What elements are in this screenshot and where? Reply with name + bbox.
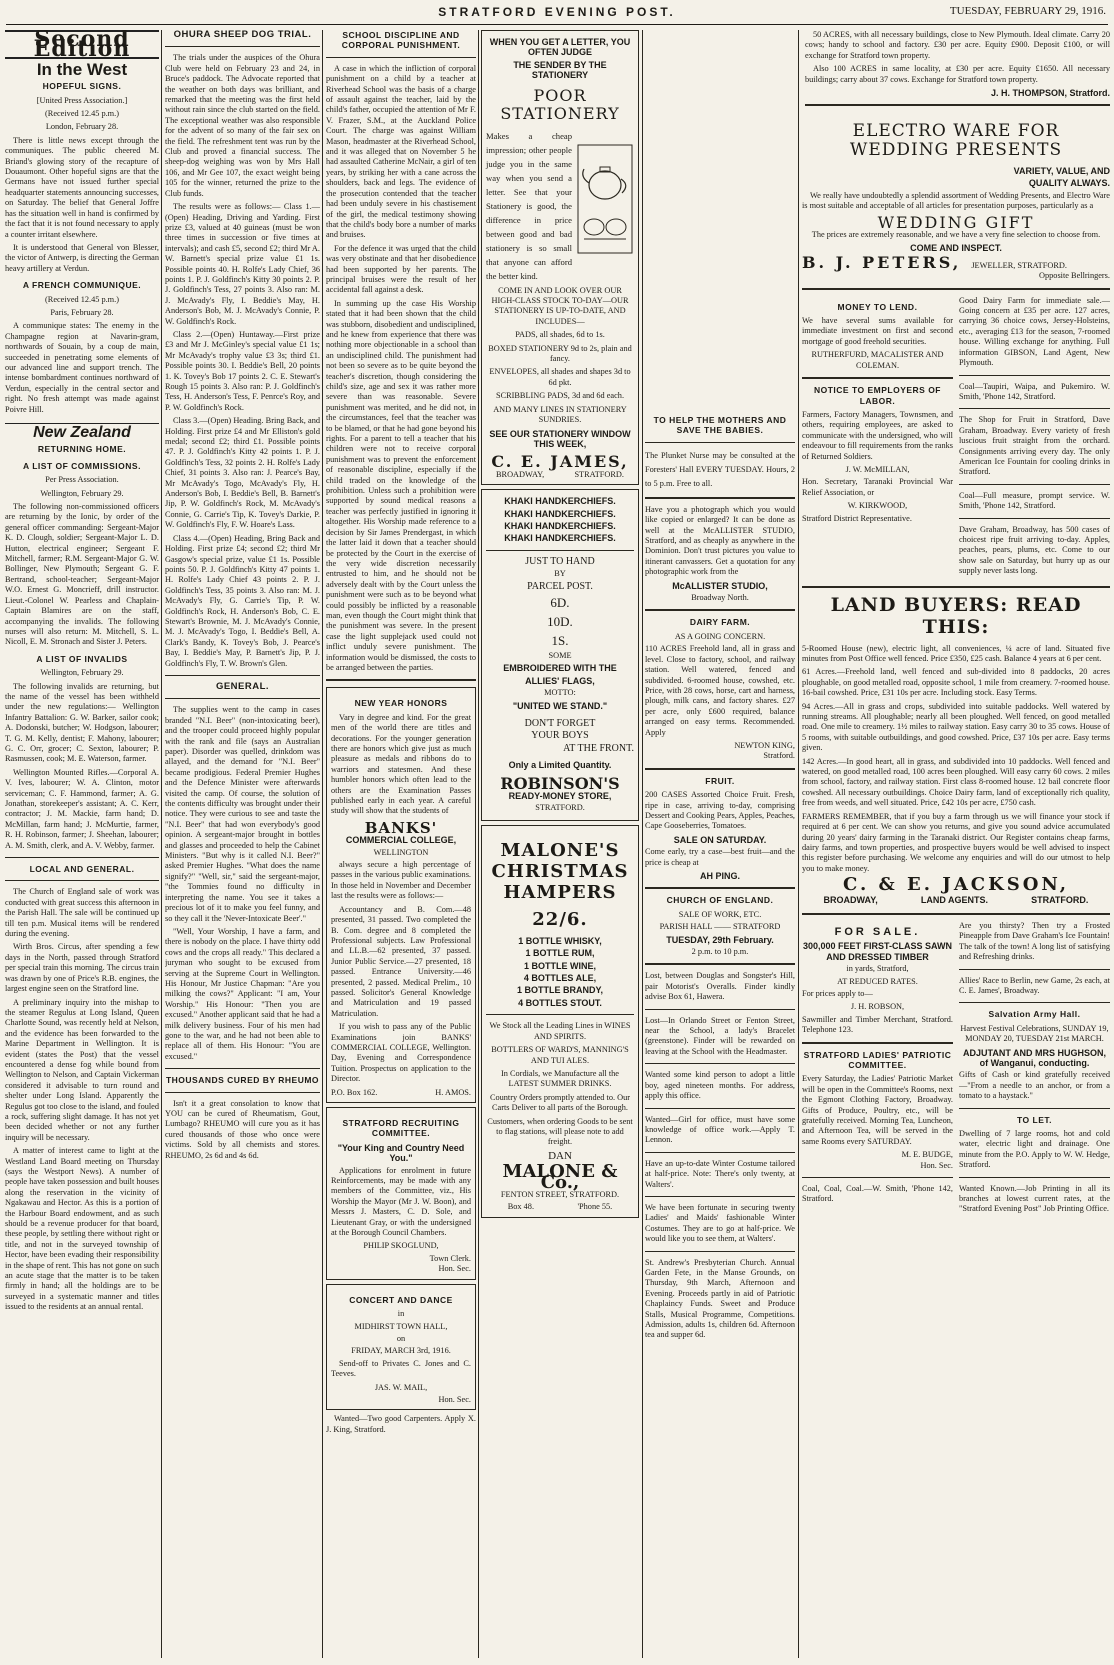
signature-role: Hon. Sec. xyxy=(438,1394,471,1404)
ad-text: Isn't it a great consolation to know that YOU can be cured of Rheumatism, Gout, Lumbago? RHEUMO will cure you as it has cured thousands of those who once were victims. Sold by all chemists and stores. RHEUMO, 2s 6d and 4s 6d. xyxy=(165,1098,320,1160)
ad-heading: NOTICE TO EMPLOYERS OF LABOR. xyxy=(813,385,942,406)
property-ad xyxy=(805,30,1110,106)
column-4 xyxy=(481,30,639,1658)
article-paragraph: Class 2.—(Open) Huntaway.—First prize £3 and Mr J. McGinley's special value £1 1s; Mr McAvady's trophy value £3 3s; third £1. Possible points 30. I. Beddie's Bell, 20 points 1. K. Tovey's Bob 17 points 2. C. E. Stewart's Rough 15 points 3. Also ran: P. J. Goldfinch's Tess, H. Anderson's Tess, F. Penrce's Roy, and P. W. Goldfinch's Rock. xyxy=(165,329,320,412)
article-paragraph: A preliminary inquiry into the mishap to the steamer Regulus at Long Island, Queen Charlotte Sound, was recently held at Nelson, and the evidence has been forwarded to the Marine Department in Wellington. It is evident (states the Post) that the vessel encountered a dense fog while bound from Wellington to Nelson, and Captain Vickerman considered it advisable to turn round and shelter under Long Island. Apparently the Regulus got too close to the island, and fouled a rock, suffering slight damage. It has not yet been decided whether or not any further inquiry will be necessary. xyxy=(5,997,159,1142)
cej-title: C. E. JAMES, xyxy=(491,452,629,472)
ad-heading: STRATFORD RECRUITING COMMITTEE. xyxy=(342,1118,460,1139)
jackson-title: C. & E. JACKSON, xyxy=(842,874,1069,896)
ad-heading: TO HELP THE MOTHERS AND SAVE THE BABIES. xyxy=(653,415,787,436)
ad-line: FRIDAY, MARCH 3rd, 1916. xyxy=(351,1346,451,1356)
tea-set-illustration xyxy=(576,135,634,255)
ad-text: 142 Acres.—In good heart, all in grass, and subdivided into 10 paddocks. Well fenced and watered, on good metalled road, 100 acres been ploughed. Will easy carry 60 cows. 2 miles from school, factory, and railway station. First class 8-roomed house. 12 bail concrete floor cowshed. All necessary outbuildings. Choice Dairy farm, land of exceptionally rich quality, free from weeds, and well situated. Price, £42 10s per acre, £750 cash. xyxy=(802,756,1110,808)
issue-date: TUESDAY, FEBRUARY 29, 1916. xyxy=(949,5,1106,17)
recruit-motto: "Your King and Country Need You." xyxy=(337,1142,465,1164)
ad-heading: CHURCH OF ENGLAND. xyxy=(666,895,774,906)
divider xyxy=(802,1177,953,1178)
ad-text: COME IN AND LOOK OVER OUR HIGH-CLASS STOCK TO-DAY—OUR STATIONERY IS UP-TO-DATE, AND INCLUDES— xyxy=(491,285,629,326)
robinson-title: ROBINSON'S xyxy=(500,773,620,793)
signature: PHILIP SKOGLUND, xyxy=(363,1241,439,1251)
ad-line: DAN xyxy=(548,1149,572,1162)
banks-subtitle: COMMERCIAL COLLEGE, xyxy=(345,835,457,846)
divider xyxy=(326,57,476,58)
article-paragraph: A matter of interest came to light at the Westland Land Board meeting on Thursday (says the Westport News). A number of people have taken possession and built houses along the reservation in the vicinity of Ngakawau and Hector. As this is a portion of the Harbour Board endowment, and as such should be a revenue producer for that board, these people, by settling there without right or title, and not in the surveyed township of Hector, have been evading their responsibility in the shape of rent. This has not gone on such an acute stage that the matter is to be taken firmly in hand; all the holdings are to be surveyed in a systematic manner and titles issued to the residents at an annual rental. xyxy=(5,1146,159,1312)
divider xyxy=(5,857,159,858)
ad-heading: NEW YEAR HONORS xyxy=(354,698,448,709)
divider xyxy=(802,586,1110,588)
classified-ad: Wanted some kind person to adopt a little boy, aged nineteen months. For address, apply this office. xyxy=(645,1070,795,1101)
classified-ad: Allies' Race to Berlin, new Game, 2s each, at C. E. James', Broadway. xyxy=(959,975,1110,995)
ad-line: TUESDAY, 29th February. xyxy=(666,934,774,945)
signature-role: Stratford. xyxy=(763,751,795,761)
ad-line: AT REDUCED RATES. xyxy=(837,976,918,986)
malone-contact xyxy=(486,1202,634,1212)
ad-line: DON'T FORGET xyxy=(524,718,596,729)
classified-ad: Dwelling of 7 large rooms, hot and cold water, electric light and drainage. One minute from the P.O. Apply to W. W. Hedge, Stratford. xyxy=(959,1129,1110,1170)
ad-line: SOME xyxy=(548,650,572,660)
jackson-address xyxy=(802,893,1110,907)
article-paragraph: In summing up the case His Worship stated that it had been shown that the child was stubborn, disobedient and undisciplined, and he knew from experience that there was nothing more objectionable in a school than an undisciplined child. The punishment had not been so severe as to be quite beyond the teacher's discretion, though considering the child's size, age and sex it was rather more severe than was reasonable. Severe punishment was merited, and he did not, in the circumstances, feel that the teacher was to be blamed, or that he had gone beyond his rights. For a parent to tell a teacher that his children were not to receive corporal punishment was to prevent the enforcement of reasonable discipline, especially if the child traded on the knowledge of the prohibition. Unless such a prohibition were supported by sound medical reasons a teacher was perfectly justified in ignoring it altogether. His Worship made reference to a decision by Sir James Prendergast, in which the latter laid it down that a teacher should be protected by the Court in the exercise of the very wide discretion necessarily entrusted to him, and he should not be adversely dealt with by the Court unless the punishment were such as to be beyond what could possibly be inflicted by a reasonable man, even though the Court might think that the punishment was severe. In the present case the light supplejack used could not inflict unduly severe punishment. The information would be dismissed, the costs to be arranged between the parties. xyxy=(326,298,476,672)
classified-ad: Coal—Taupiri, Waipa, and Pukemiro. W. Smith, 'Phone 142, Stratford. xyxy=(959,381,1110,401)
ad-line: BROADWAY, xyxy=(823,894,878,905)
ad-text: 61 Acres.—Freehold land, well fenced and sub-divided into 8 paddocks, 20 acres ploughable, on good metalled road, opposite school, 1 mile from creamery. 7-roomed house. 16-bail cowshed. Price, £31 10s per acre. Including stock. Easy Terms. xyxy=(802,667,1110,698)
ad-text: 110 ACRES Freehold land, all in grass and level. Close to factory, school, and railway station. Well watered, fenced and subdivided. 6-roomed house, cowshed, etc. Price, with 28 cows, horse, cart and harness, plough, milk cans, and factory shares. £27 per acre, only £600 required, balance arranged on easy terms. Recommended. Apply xyxy=(645,644,795,737)
ad-text: Farmers, Factory Managers, Townsmen, and others, requiring employees, are asked to communicate with the undersigned, who will endeavour to fill requirements from the ranks of Returned Soldiers. xyxy=(802,409,953,461)
ad-text: 200 CASES Assorted Choice Fruit. Fresh, ripe in case, arriving to-day, comprising Dessert and Cooking Pears, Apples, Peaches, Cape Gooseberries, Tomatoes. xyxy=(645,790,795,831)
ad-line: JUST TO HAND xyxy=(525,555,595,567)
ad-text: Vary in degree and kind. For the great men of the world there are titles and decorations. For the younger generation there are honors which give just as much pleasure as medals and ribbons do to warriors and statesmen. And these humbler honors which often lead to the others are the Examination Passes published early in each year. A careful study will show that the students of xyxy=(331,712,471,816)
divider xyxy=(645,1196,795,1197)
ad-line: Box 48. xyxy=(507,1202,535,1212)
price: 10D. xyxy=(547,613,573,629)
ad-line: "UNITED WE STAND." xyxy=(512,700,608,711)
article-paragraph: There is little news except through the communiques. The public cheered M. Briand's glowing story of the recapture of Douaumont. Other hopeful signs are that the Germans have not issued further special headquarter statements announcing successes, on Saturday. The belief that General Joffre has the situation well in hand is confirmed by the fact that it is not found necessary to apply a counter irritant elsewhere. xyxy=(5,135,159,239)
classified-ad: Are you thirsty? Then try a Frosted Pineapple from Dave Graham's Ice Fountain! The talk of the town! A long list of satisfying and Refreshing drinks. xyxy=(959,920,1110,962)
khaki-line: KHAKI HANDKERCHIEFS. xyxy=(504,533,616,544)
concert-ad xyxy=(326,1284,476,1411)
article-paragraph: It is understood that General von Blesser, the victor of Antwerp, is directing the German heavy artillery at Verdun. xyxy=(5,242,159,273)
ads-right xyxy=(959,921,1110,1218)
ad-text: 94 Acres.—All in grass and crops, subdivided into suitable paddocks. Well watered by running streams. All ploughable; nearly all been ploughed. Well fenced, on good metalled road. One mile to creamery. 1½ miles to railway station. Easy carry 30 to 35 cows. House of 5 rooms, with suitable outbuildings, and good cowshed. Price, £37 10s per acre. Easy terms given. xyxy=(802,701,1110,753)
divider xyxy=(486,550,634,551)
ad-heading: WHEN YOU GET A LETTER, YOU OFTEN JUDGE xyxy=(489,37,631,58)
ad-line: LAND AGENTS. xyxy=(920,894,988,905)
classified-ad: Have an up-to-date Winter Costume tailored at half-price. Note: There's only twenty, at Walters'. xyxy=(645,1158,795,1189)
divider xyxy=(645,768,795,770)
dateline: London, February 28. xyxy=(45,122,119,132)
ad-text: Customers, when ordering Goods to be sent to flag stations, will please note to add freight. xyxy=(487,1116,633,1147)
signature-role: Town Clerk. xyxy=(429,1253,471,1263)
classified-ad: Coal, Coal, Coal.—W. Smith, 'Phone 142, Stratford. xyxy=(802,1184,953,1204)
ad-line: STRATFORD. xyxy=(535,803,585,813)
land-buyers-title: LAND BUYERS: READ THIS: xyxy=(830,593,1082,638)
article-paragraph: "Well, Your Worship, I have a farm, and there is nobody on the place. I have thirty odd cows and the crops all ready." This declared a juryman who sought to be excused from serving at the Supreme Court in Wellington. His Honour, Mr Justice Chapman: "Are you milking the cows?" Applicant: "I am, Your Worship." His Honour: "Then you are excused." Another applicant said that he had a milk delivery business. Four of his men had gone to the war, and he had not been able to replace all of them. His Honour: "You are excused." xyxy=(165,926,320,1061)
ad-text: always secure a high percentage of passes in the various public examinations. In those held in November and December last the results were as follows:— xyxy=(331,860,471,901)
price: 6D. xyxy=(550,594,570,610)
banks-director: H. AMOS. xyxy=(435,1087,471,1097)
cej-address xyxy=(486,470,634,480)
ad-text: 5-Roomed House (new), electric light, all conveniences, ¼ acre of land. Situated five minutes from Post Office well fenced. Price £350, £25 cash. Balance 4 years at 6 per cent. xyxy=(802,643,1110,663)
ad-text: Come early, try a case—best fruit—and the price is cheap at xyxy=(645,847,795,867)
banks-title: BANKS' xyxy=(364,818,438,837)
khaki-ad xyxy=(481,489,639,821)
divider xyxy=(645,1251,795,1252)
ad-text: For prices apply to— xyxy=(802,988,873,998)
ad-text: Makes a cheap impression; other people judge you in the same way when you send a letter. See that your Stationery is good, the difference in price between good and bad stationery is so small that anyone can afford the better kind. xyxy=(486,130,572,281)
ad-line: ALLIES' FLAGS, xyxy=(525,675,595,686)
subheading: A FRENCH COMMUNIQUE. xyxy=(22,280,142,291)
ad-line: PARCEL POST. xyxy=(527,580,593,592)
divider xyxy=(959,1177,1110,1178)
subheading: A LIST OF COMMISSIONS. xyxy=(23,460,141,471)
subheading: RETURNING HOME. xyxy=(37,444,127,455)
ad-text: Accountancy and B. Com.—48 presented, 31 passed. Two completed the B. Com. degree and 8 completed the Professional subjects. Law Professional and LL.B.—62 presented, 37 passed. Junior Public Service.—27 presented, 18 passed. Entrance University.—46 presented, 2 passed. Medical Prelim., 10 passed. Solicitor's General Knowledge and Matriculation and 19 passed Matriculation. xyxy=(331,904,471,1018)
peters-sign xyxy=(802,252,1110,272)
subheading: LOCAL AND GENERAL. xyxy=(29,864,135,875)
ad-heading: STRATFORD LADIES' PATRIOTIC COMMITTEE. xyxy=(803,1049,952,1070)
ad-line: JEWELLER, STRATFORD. xyxy=(971,260,1067,270)
wedding-gift-title: WEDDING GIFT xyxy=(877,212,1035,232)
signature: J. H. ROBSON, xyxy=(850,1002,905,1012)
hampers-price: 22/6. xyxy=(532,908,588,930)
divider xyxy=(802,288,1110,290)
ad-text: Applications for enrolment in future Reinforcements, may be made with any members of the Committee, viz., His Worship the Mayor (Mr J. W. Boon), and Messrs J. Masters, C. D. Sole, and Lieutenant Gray, or with the undersigned at the Borough Council Chambers. xyxy=(331,1165,471,1238)
classified-ad: Good Dairy Farm for immediate sale.—Going concern at £35 per acre. 127 acres, carrying 36 choice cows, Jersey-Holsteins, etc., averaging £13 for the season, 7-roomed house. Willing exchange for anything. Full information GIBSON, Land Agent, New Plymouth. xyxy=(959,295,1110,368)
divider xyxy=(959,1108,1110,1109)
ad-line: Broadway North. xyxy=(691,593,749,603)
classified-ad: Dave Graham, Broadway, has 500 cases of choicest ripe fruit arriving to-day. Apples, peaches, pears, plums, etc. Come to our show sale on Saturday, but hurry up as our supply never lasts long. xyxy=(959,524,1110,576)
signature-role: Hon. Sec. xyxy=(438,1264,471,1274)
ad-text: Every Saturday, the Ladies' Patriotic Market will be open in the Committee's Rooms, next the Egmont Clothing Factory, Broadway. Gifts of Produce, Poultry, etc., will be gratefully received. Morning Tea, Luncheon, and Afternoon Tea, will be served in the same Rooms every SATURDAY. xyxy=(802,1074,953,1146)
divider xyxy=(645,887,795,889)
classified-ad: Lost—In Orlando Street or Fenton Street, near the School, a lady's Bracelet (greenstone). Finder will be rewarded on leaving at the School with the Headmaster. xyxy=(645,1015,795,1056)
banks-city: WELLINGTON xyxy=(373,847,429,857)
ad-line: AH PING. xyxy=(699,871,740,881)
divider xyxy=(959,375,1110,376)
press-credit: [United Press Association.] xyxy=(36,95,128,105)
ad-line: Opposite Bellringers. xyxy=(1039,271,1110,281)
classified-ad: St. Andrew's Presbyterian Church. Annual Garden Fete, in the Manse Grounds, on Thursday, 9th March, Afternoon and Evening. Proceeds partly in aid of Patriotic Chaplaincy Funds. Sweet and Produce Stalls, Musical Programme, Competitions. Admission, adults 1s, children 6d. Afternoon tea and supper 6d. xyxy=(645,1257,795,1340)
article-paragraph: The trials under the auspices of the Ohura Club were held on February 23 and 24, in Bruce's paddock. The Advocate reported that the weather on both days was brilliant, and remarked that the meeting was the first held without rain since the club started on the field. The exceptional weather was also responsible for the advent of so many of the fair sex on the field. The refreshment tent was run by the Club and proved a financial success. The sheep-dog weighing was won by Mrs Hall 106, and Mr Gee 107, the exact weight being 105 for the winner, returned the prize to the Club funds. xyxy=(165,53,320,198)
ad-line: BY xyxy=(554,569,566,579)
column-rule xyxy=(642,30,643,1658)
ad-text: In Cordials, we Manufacture all the LATEST SUMMER DRINKS. xyxy=(501,1068,619,1089)
ad-line: ENVELOPES, all shades and shapes 3d to 6d pkt. xyxy=(489,367,631,387)
ad-line: BOXED STATIONERY 9d to 2s, plain and fancy. xyxy=(488,343,632,364)
divider xyxy=(645,1063,795,1064)
newspaper-title: STRATFORD EVENING POST. xyxy=(438,5,676,19)
divider xyxy=(805,104,1110,106)
second-edition-heading: Second Edition xyxy=(5,30,159,59)
signature-role: Hon. Sec. xyxy=(920,1160,953,1170)
in-the-west-heading: In the West xyxy=(36,59,128,79)
classified-ad: Lost, between Douglas and Songster's Hill, pair Motorist's Overalls. Finder kindly advise Box 61, Hawera. xyxy=(645,971,795,1002)
divider xyxy=(165,675,320,676)
stationery-ad xyxy=(481,30,639,485)
ad-line: BROADWAY, xyxy=(496,469,545,479)
ad-text: 50 ACRES, with all necessary buildings, close to New Plymouth. Ideal climate. Carry 20 cows; handy to school and factory. £30 per acre. Equity £900. Deposit £100, or will exchange for Stratford town property. xyxy=(805,30,1110,60)
ad-text: Gifts of Cash or kind gratefully received—"From a needle to an anchor, or from a tomato to a haystack." xyxy=(959,1070,1110,1101)
divider xyxy=(165,698,320,699)
hamper-item: 1 BOTTLE BRANDY, xyxy=(516,985,603,996)
khaki-line: KHAKI HANDKERCHIEFS. xyxy=(504,520,616,531)
ad-line: EMBROIDERED WITH THE xyxy=(503,663,617,674)
ad-line: AND MANY LINES IN STATIONERY SUNDRIES. xyxy=(493,404,627,425)
divider xyxy=(645,1009,795,1010)
ad-line: YOUR BOYS xyxy=(531,730,589,742)
dateline: Wellington, February 29. xyxy=(40,668,124,678)
price: 1S. xyxy=(551,632,569,648)
ad-line: 300,000 FEET FIRST-CLASS SAWN AND DRESSED TIMBER xyxy=(802,941,953,962)
banks-box: P.O. Box 162. xyxy=(331,1087,378,1097)
divider xyxy=(486,1014,634,1015)
divider xyxy=(959,408,1110,409)
ads-left xyxy=(802,921,953,1218)
ad-line: STRATFORD. xyxy=(1031,894,1089,905)
ad-line: Only a Limited Quantity. xyxy=(508,760,612,771)
peters-title: B. J. PETERS, xyxy=(802,252,962,272)
classified-ad: Wanted Known.—Job Printing in all its branches at lowest current rates, at the "Stratford Evening Post" Job Printing Office. xyxy=(959,1183,1110,1214)
divider xyxy=(645,1152,795,1153)
ad-heading: FOR SALE. xyxy=(834,925,921,938)
ad-line: in yards, Stratford, xyxy=(846,964,909,974)
malone-title: MALONE & Co., xyxy=(502,1161,618,1193)
divider xyxy=(165,1068,320,1069)
signature-role: Hon. Secretary, Taranaki Provincial War Relief Association, or xyxy=(802,477,953,497)
ad-text: The Plunket Nurse may be consulted at the Foresters' Hall EVERY TUESDAY. Hours, 2 to 5 p.m. Free to all. xyxy=(645,450,795,488)
article-paragraph: The Church of England sale of work was conducted with great success this afternoon in the Parish Hall. The sale will be continued up till ten p.m. Musical items will be rendered during the evening. xyxy=(5,887,159,939)
divider xyxy=(165,1092,320,1093)
article-paragraph: Wellington Mounted Rifles.—Corporal A. V. Ives, labourer; W. A. Clinton, motor serviceman; C. F. Hammond, farmer; A. G. Jonathan, storekeeper's assistant; A. C. Kerr, contractor; J. M. Mackie, farm hand; D. McMillan, farm hand; J. McMurtie, farmer, R. H. Robinson, farmer; J. Sheehan, labourer; A. M. Smith, clerk, and A. V. Webby, farmer. xyxy=(5,767,159,850)
subheading: HOPEFUL SIGNS. xyxy=(42,81,122,92)
article-paragraph: For the defence it was urged that the child was very obstinate and that her disobedience had been supported by her parents. The principal bruises were the result of her accidental fall against a desk. xyxy=(326,243,476,295)
divider xyxy=(326,679,476,681)
hampers-title: MALONE'S CHRISTMAS HAMPERS xyxy=(491,839,629,903)
malone-ad xyxy=(481,825,639,1218)
article-paragraph: The following non-commissioned officers are returning by the Ionic, by order of the general officer commanding: Sergeant-Major K. D. Clough, soldier; Sergeant-Major L. D. Hutton, electrical engineer; Sergeant F. Mitchell, farmer; R.M. Sergeant-Major G. W. Bollinger, New Plymouth; Sergeant G. F. Bertrand, school-teacher; Sergeant-Major W.O. Ernest G. Moncrieff, drill instructor. Lieut.-Colonel W. Pearless and Chaplain-Captain Blamires are on the staff, accompanying the invalids. The following nurses will also return: M. Mitchell, S. L. Nicoll, E. M. Stronach and Sister J. Peters. xyxy=(5,502,159,647)
column-rule xyxy=(161,30,162,1658)
ad-heading: THOUSANDS CURED BY RHEUMO xyxy=(165,1075,320,1086)
ad-line: COME AND INSPECT. xyxy=(910,243,1002,254)
ad-text: BOTTLERS OF WARD'S, MANNING'S AND TUI ALES. xyxy=(491,1045,629,1065)
divider xyxy=(645,497,795,499)
article-paragraph: Class 3.—(Open) Heading. Bring Back, and Holding. First prize £4 and Mr Elliston's gold medal; second £2; third £1. Possible points 47. P. J. Goldfinch's Kitty 42 points 1. P. J. Goldfinch's Tess, 32 points 2. H. Rolfe's Lady Chief, 31 points 3. Also ran: J. Pearce's Bay, Mr McAvady's Togo, McAvady's Fly, H. Anderson's Bob, I. Beddie's Bell, B. Barnett's Jip, P. W. Goldfinch's Rock, M. McAvady's Connie, G. Carrie's Tip, K. Tovey's Darkie, P. W. Goldfinch's Fly, F. W. Hoare's Lass. xyxy=(165,416,320,530)
khaki-line: KHAKI HANDKERCHIEFS. xyxy=(504,508,616,519)
received-time: (Received 12.45 p.m.) xyxy=(45,109,119,119)
signature-role: Sawmiller and Timber Merchant, Stratford. Telephone 123. xyxy=(802,1014,953,1035)
divider xyxy=(5,880,159,881)
ad-line: PADS, all shades, 6d to 1s. xyxy=(515,330,605,340)
banks-college-ad xyxy=(326,687,476,1103)
press-credit: Per Press Association. xyxy=(45,475,119,485)
ad-text: We Stock all the Leading Lines in WINES AND SPIRITS. xyxy=(489,1021,631,1041)
ad-line: MOTTO: xyxy=(544,688,576,698)
dateline: Paris, February 28. xyxy=(50,307,114,317)
ad-text: Also 100 ACRES in same locality, at £30 per acre. Equity £1650. All necessary buildings; carry about 37 cows. Exchange for Stratford town property. xyxy=(805,64,1110,84)
article-paragraph: Wirth Bros. Circus, after spending a few days in the North, passed through Stratford per special train this morning. The circus train was drawn by one of Price's R.B. engines, the largest engine seen on the Stratford line. xyxy=(5,942,159,994)
classified-ad: Coal—Full measure, prompt service. W. Smith, 'Phone 142, Stratford. xyxy=(959,490,1110,511)
two-column-ads-lower xyxy=(802,921,1110,1218)
divider xyxy=(959,518,1110,519)
classified-ad: Wanted—Two good Carpenters. Apply X. J. King, Stratford. xyxy=(326,1414,476,1434)
divider xyxy=(165,46,320,47)
column-6 xyxy=(802,116,1110,1656)
ad-line: READY-MONEY STORE, xyxy=(508,791,612,802)
hamper-item: 1 BOTTLE RUM, xyxy=(525,948,595,959)
article-paragraph: A communique states: The enemy in the Champagne region at Navarin-gram, northwards of Souain, by a coup de main, succeeded in penetrating some elements of our advanced line and support trench. The intense bombardment continues northward of Verdun, especially in the central sector and right. No fresh attempt was made against Poivre Hill. xyxy=(5,321,159,414)
article-paragraph: A case in which the infliction of corporal punishment on a child by a teacher at Riverhead School was the basis of a charge of assault against the teacher, laid by the child's father, occupied the attention of Mr F. V. Frazer, S.M., at the Auckland Police Court. The charge was against William Mason, headmaster at the Riverhead School, and it was alleged that on November 5 he had assaulted Catherine McNair, a girl of ten years, by striking her with a cane across the shoulders, back and legs. The evidence of the prosecution contended that the teacher had been unduly severe in his chastisement of the girl, the medical testimony showing that the child's body bore a number of marks and bruises. xyxy=(326,63,476,240)
ad-text: FARMERS REMEMBER, that if you buy a farm through us we will finance your stock if required at 6 per cent. We can show you returns, and give you sound advice accumulated during 20 years' dairy farming in the Taranaki district. Our Register contains cheap farms, dairy farms, and town properties, and prospective buyers would be well advised to inspect this register before purchasing. We welcome any enquiries and will do our utmost to help you to make money. xyxy=(802,811,1110,873)
poor-stationery-title: POOR STATIONERY xyxy=(500,85,620,123)
hamper-item: 1 BOTTLE WHISKY, xyxy=(518,935,602,946)
ad-text: Country Orders promptly attended to. Our Carts Deliver to all parts of the Borough. xyxy=(489,1092,631,1113)
column-rule xyxy=(478,30,479,1658)
ad-line: on xyxy=(396,1333,406,1343)
ad-line: in xyxy=(397,1309,405,1319)
ad-line: QUALITY ALWAYS. xyxy=(1028,178,1110,189)
hamper-item: 1 BOTTLE WINE, xyxy=(524,960,596,971)
dateline: Wellington, February 29. xyxy=(40,488,124,498)
divider xyxy=(959,969,1110,970)
electro-ware-title: ELECTRO WARE FOR WEDDING PRESENTS xyxy=(849,121,1063,160)
ad-line: ADJUTANT AND MRS HUGHSON, of Wanganui, conducting. xyxy=(963,1047,1106,1068)
hamper-item: 4 BOTTLES ALE, xyxy=(523,973,597,984)
ad-heading: Salvation Army Hall. xyxy=(988,1009,1081,1020)
divider xyxy=(959,1002,1110,1003)
ad-heading: MONEY TO LEND. xyxy=(837,301,918,312)
masthead xyxy=(0,0,1114,26)
ad-line: SALE OF WORK, ETC. xyxy=(678,909,762,919)
divider xyxy=(645,609,795,611)
ad-heading: THE SENDER BY THE STATIONERY xyxy=(513,59,607,81)
ad-line: STRATFORD. xyxy=(574,469,624,479)
ad-heading: TO LET. xyxy=(1017,1114,1052,1125)
signature: M. E. BUDGE, xyxy=(901,1150,953,1160)
divider xyxy=(645,963,795,965)
divider xyxy=(802,377,953,379)
ad-line: VARIETY, VALUE, AND xyxy=(1013,166,1110,176)
ad-text: Harvest Festival Celebrations, SUNDAY 19, MONDAY 20, TUESDAY 21st MARCH. xyxy=(960,1023,1109,1044)
signature: J. W. McMILLAN, xyxy=(845,464,910,474)
recruiting-ad xyxy=(326,1107,476,1280)
ad-text: The prices are extremely reasonable, and we have a very fine selection to choose from. xyxy=(811,230,1101,240)
article-paragraph: The results were as follows:— Class 1.—(Open) Heading, Driving and Yarding. First prize £3, valued at 40 guineas (must be won three times in succession or five times at intervals); and cash £5, second £2; third Mr A. W. Barnett's special prize value £1 1s. Possible points 40. H. Rolfe's Lady Chief, 36 points 1. P. J. Goldfinch's Kitty 30 points 2. P. J. Goldfinch's Tess, 27 points 3. Also ran: M. J. McAvady's Fly, I. Beddie's May, H. Anderson's Bob, M. J. McAvady's Connie, P. W. Goldfinch's Rock. xyxy=(165,202,320,326)
ad-text: We have several sums available for immediate investment on first and second mortgage of good freehold securities. xyxy=(802,316,953,346)
signature-role: Stratford District Representative. xyxy=(802,513,912,523)
signature: W. KIRKWOOD, xyxy=(847,501,908,511)
article-paragraph: Class 4.—(Open) Heading, Bring Back and Holding. First prize £4; second £2; third Mr Gasgow's special prize, value £1 1s. Possible points 50. P. J. Goldfinch's Kitty 47 points 1. H. Rolfe's Lady Chief 43 points 2. P. J. Goldfinch's Tess, 35 points 3. Also ran: M. J. McAvady's Fly, G. Carrie's Tip, P. W. Goldfinch's Rock, H. Anderson's Bob, C. E. Stewart's Brownie, M. J. McAvady's Connie, M. J. McAvady's Togo, I. Beddie's Bell, A. Clark's Bandy, K. Tovey's Bob, J. Pearce's Bay, I. Beddie's May, P. Barnett's Jip, P. J. Goldfinch's Fly, T. W. Brown's Glen. xyxy=(165,533,320,668)
ad-text: If you wish to pass any of the Public Examinations join BANKS' COMMERCIAL COLLEGE, Wellington. Day, Evening and Correspondence Tuition. Prospectus on application to the Director. xyxy=(331,1022,471,1084)
ad-line: SALE ON SATURDAY. xyxy=(673,834,767,845)
signature: J. H. THOMPSON, Stratford. xyxy=(990,88,1110,99)
ad-line: 2 p.m. to 10 p.m. xyxy=(691,947,749,957)
divider xyxy=(802,1042,953,1044)
banks-footer xyxy=(331,1088,471,1098)
subheading: A LIST OF INVALIDS xyxy=(36,653,128,664)
ad-heading: DAIRY FARM. xyxy=(689,617,751,628)
classified-ad: The Shop for Fruit in Stratford, Dave Graham, Broadway. Every variety of fresh luscious fruit straight from the orchard. Consignments arriving every day. The only American Ice Fountain for cooling drinks in Stratford. xyxy=(959,415,1110,477)
article-heading: GENERAL. xyxy=(215,680,270,692)
khaki-line: KHAKI HANDKERCHIEFS. xyxy=(504,496,616,507)
article-paragraph: The supplies went to the camp in cases branded "N.I. Beer" (non-intoxicating beer), and the trooper could proceed highly popular with the rank and file (says an Australian paper). Disorder was quelled, drinkdom was allayed, and the demand for "N.I. Beer" became prodigious. Federal Premier Hughes and the Defence Minister were afterwards visited the camp. Of course, the solution of the contents difficulty was brought under their notice. They were curious to see and taste the "N.I. Beer" that had won everybody's good opinion. A sergeant-major brought in bottles and glasses and proceeded to help the Cabinet Ministers. "But why is it called N.I. Beer?" asked Premier Hughes. "What does the name signify?" "Well, sir," said the sergeant-major, "the Tommies found no difficulty in interpreting the name. You see it takes a precious lot of it to make you feel funny, and so they call it the 'Never-Intoxicate Beer'." xyxy=(165,705,320,923)
ad-text: Have you a photograph which you would like copied or enlarged? It can be done as well at the McALLISTER STUDIO, Stratford, and as cheaply as anywhere in the Dominion. Don't trust pictures you value to itinerant canvassers. Get a quotation for any photographic work from the xyxy=(645,504,795,577)
column-2 xyxy=(165,30,320,1658)
ads-left xyxy=(802,296,953,580)
ad-line: McALLISTER STUDIO, xyxy=(672,580,768,591)
article-heading: SCHOOL DISCIPLINE AND CORPORAL PUNISHMENT. xyxy=(341,30,461,51)
two-column-ads xyxy=(802,296,1110,580)
ad-line: MIDHIRST TOWN HALL, xyxy=(354,1321,448,1331)
article-paragraph: The following invalids are returning, but the name of the vessel has been withheld under the new regulations:— Wellington Infantry Battalion: G. W. Barker, sailor cook; A. Dodonski, butcher; W. Hodgson, labourer; T. G. M. Kelly, dentist; F. Mahony, labourer; G. C. Orr, grocer; C. Sexton, labourer; P. Rasmussen, cook; M. E. Waterson, farmer. xyxy=(5,681,159,764)
divider xyxy=(645,442,795,443)
divider xyxy=(802,913,1110,915)
ad-heading: FRUIT. xyxy=(705,775,735,786)
ad-line: FENTON STREET, STRATFORD. xyxy=(500,1189,620,1199)
classified-ad: Wanted—Girl for office, must have some knowledge of office work.—Apply T. Lennon. xyxy=(645,1114,795,1145)
column-1 xyxy=(5,30,159,1658)
ad-line: AS A GOING CONCERN. xyxy=(674,631,766,641)
ad-line: 'Phone 55. xyxy=(577,1202,613,1212)
article-heading: OHURA SHEEP DOG TRIAL. xyxy=(173,30,312,40)
divider xyxy=(645,1108,795,1109)
masthead-rule xyxy=(6,24,1108,25)
ad-text: Send-off to Privates C. Jones and C. Teeves. xyxy=(331,1358,471,1379)
ad-line: SCRIBBLING PADS, 3d and 6d each. xyxy=(495,391,625,401)
classified-ad: We have been fortunate in securing twenty Ladies' and Maids' fashionable Winter Costumes. They are to go at half-price. We would like you to see them, at Walters'. xyxy=(645,1202,795,1244)
signature: RUTHERFURD, MACALISTER AND COLEMAN. xyxy=(811,350,944,370)
new-zealand-heading: New Zealand xyxy=(5,423,159,438)
column-rule xyxy=(322,30,323,1658)
ad-heading: CONCERT AND DANCE xyxy=(349,1294,453,1305)
ad-text: We really have undoubtedly a splendid assortment of Wedding Presents, and Electro Ware is most suitable and acceptable of all articles for presentation purposes, particularly as a xyxy=(802,190,1110,211)
signature: NEWTON KING, xyxy=(734,740,795,750)
received-time: (Received 12.45 p.m.) xyxy=(45,294,119,304)
ad-line: AT THE FRONT. xyxy=(563,742,634,754)
stationery-body xyxy=(486,129,634,286)
column-3 xyxy=(326,30,476,1658)
ads-right xyxy=(959,296,1110,580)
signature: JAS. W. MAIL, xyxy=(374,1382,428,1392)
ad-heading: SEE OUR STATIONERY WINDOW THIS WEEK, xyxy=(489,428,631,449)
ad-line: PARISH HALL —— STRATFORD xyxy=(659,922,781,932)
hamper-item: 4 BOTTLES STOUT. xyxy=(518,997,602,1008)
divider xyxy=(959,484,1110,485)
